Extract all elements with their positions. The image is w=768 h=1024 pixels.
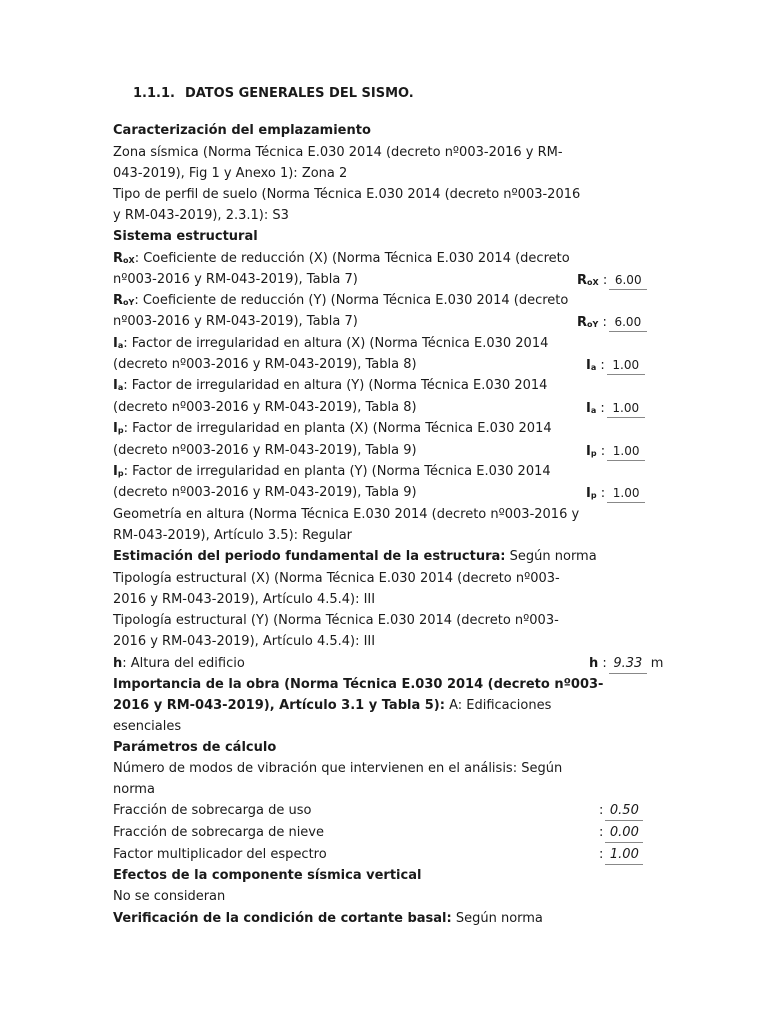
roy-line-1: RoY: Coeficiente de reducción (Y) (Norma Técnica E.030 2014 (decreto — [113, 293, 569, 308]
zona-line-1: Zona sísmica (Norma Técnica E.030 2014 (decreto nº003-2016 y RM- — [113, 145, 563, 160]
h-line: h: Altura del edificio — [113, 656, 245, 671]
vertical-line: No se consideran — [113, 889, 226, 904]
tipx-line-1: Tipología estructural (X) (Norma Técnica E.030 2014 (decreto nº003- — [113, 571, 560, 586]
h-value: h : 9.33 m — [589, 655, 663, 674]
ipx-line-2: (decreto nº003-2016 y RM-043-2019), Tabla 9) — [113, 443, 417, 458]
iax-line-1: Ia: Factor de irregularidad en altura (X) (Norma Técnica E.030 2014 — [113, 336, 549, 351]
ipx-line-1: Ip: Factor de irregularidad en planta (X) (Norma Técnica E.030 2014 — [113, 421, 552, 436]
ipx-value: Ip : 1.00 — [586, 442, 645, 463]
iay-line-2: (decreto nº003-2016 y RM-043-2019), Tabla 8) — [113, 400, 417, 415]
nieve-value: : 0.00 — [599, 824, 643, 843]
tipy-line-2: 2016 y RM-043-2019), Artículo 4.5.4): III — [113, 634, 376, 649]
section-number: 1.1.1. — [133, 86, 175, 101]
geom-line-1: Geometría en altura (Norma Técnica E.030 2014 (decreto nº003-2016 y — [113, 507, 580, 522]
roy-value: RoY : 6.00 — [577, 313, 647, 334]
rox-line-2: nº003-2016 y RM-043-2019), Tabla 7) — [113, 272, 358, 287]
ipy-value: Ip : 1.00 — [586, 484, 645, 505]
espectro-line: Factor multiplicador del espectro — [113, 847, 327, 862]
subheading-vertical: Efectos de la componente sísmica vertical — [113, 868, 422, 883]
subheading-emplazamiento: Caracterización del emplazamiento — [113, 123, 371, 138]
uso-line: Fracción de sobrecarga de uso — [113, 803, 312, 818]
zona-line-2: 043-2019), Fig 1 y Anexo 1): Zona 2 — [113, 166, 348, 181]
section-title: DATOS GENERALES DEL SISMO. — [184, 86, 414, 101]
section-heading — [133, 86, 414, 101]
importancia-line-2: 2016 y RM-043-2019), Artículo 3.1 y Tabla 5): A: Edificaciones — [113, 698, 552, 713]
importancia-line-1: Importancia de la obra (Norma Técnica E.030 2014 (decreto nº003- — [113, 677, 604, 692]
cortante-line: Verificación de la condición de cortante basal: Según norma — [113, 911, 543, 926]
iay-value: Ia : 1.00 — [586, 399, 645, 420]
tipy-line-1: Tipología estructural (Y) (Norma Técnica E.030 2014 (decreto nº003- — [113, 613, 559, 628]
espectro-value: : 1.00 — [599, 846, 643, 865]
ipy-line-1: Ip: Factor de irregularidad en planta (Y) (Norma Técnica E.030 2014 — [113, 464, 551, 479]
subheading-parametros: Parámetros de cálculo — [113, 740, 277, 755]
tipx-line-2: 2016 y RM-043-2019), Artículo 4.5.4): III — [113, 592, 376, 607]
roy-line-2: nº003-2016 y RM-043-2019), Tabla 7) — [113, 314, 358, 329]
suelo-line-2: y RM-043-2019), 2.3.1): S3 — [113, 208, 289, 223]
importancia-line-3: esenciales — [113, 719, 182, 734]
iax-value: Ia : 1.00 — [586, 356, 645, 377]
modos-line-1: Número de modos de vibración que intervienen en el análisis: Según — [113, 761, 563, 776]
ipy-line-2: (decreto nº003-2016 y RM-043-2019), Tabla 9) — [113, 485, 417, 500]
suelo-line-1: Tipo de perfil de suelo (Norma Técnica E.030 2014 (decreto nº003-2016 — [113, 187, 581, 202]
modos-line-2: norma — [113, 782, 155, 797]
geom-line-2: RM-043-2019), Artículo 3.5): Regular — [113, 528, 353, 543]
rox-value: RoX : 6.00 — [577, 271, 647, 292]
iay-line-1: Ia: Factor de irregularidad en altura (Y) (Norma Técnica E.030 2014 — [113, 378, 548, 393]
subheading-sistema: Sistema estructural — [113, 229, 258, 244]
rox-line-1: RoX: Coeficiente de reducción (X) (Norma Técnica E.030 2014 (decreto — [113, 251, 570, 266]
periodo-line: Estimación del periodo fundamental de la estructura: Según norma — [113, 549, 597, 564]
uso-value: : 0.50 — [599, 802, 643, 821]
nieve-line: Fracción de sobrecarga de nieve — [113, 825, 324, 840]
iax-line-2: (decreto nº003-2016 y RM-043-2019), Tabla 8) — [113, 357, 417, 372]
